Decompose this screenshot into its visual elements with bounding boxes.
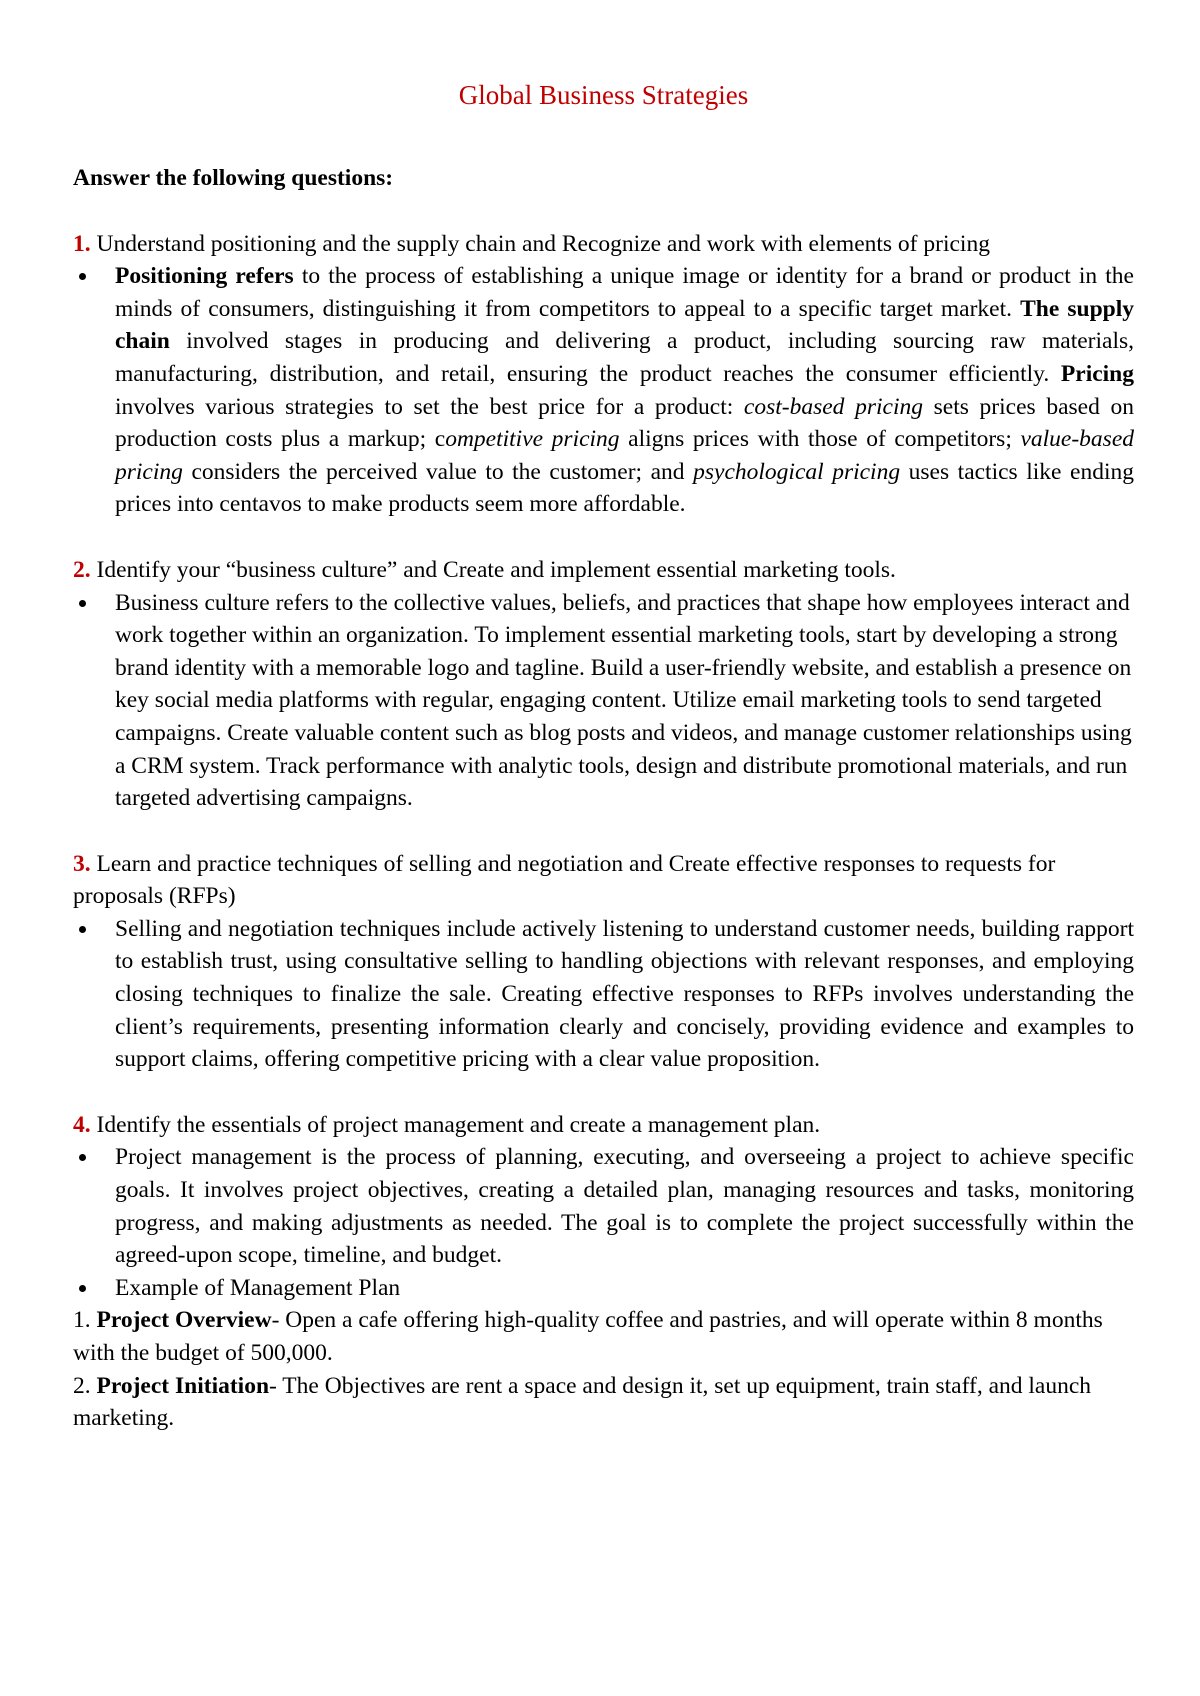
answer-bullet-3: Selling and negotiation techniques include actively listening to understand customer needs, building rapport to establish trust, using consultative selling to handling objections with relevant responses, and employing closing techniques to finalize the sale. Creating effective responses to RFPs involves understanding the client’s requirements, presenting information clearly and concisely, providing evidence and examples to support claims, offering competitive pricing with a clear value proposition. <box>73 913 1134 1076</box>
answer-list-3 <box>73 913 1134 1076</box>
term-value-based-pricing: value-based pricing <box>115 426 1135 485</box>
answer-list-2 <box>73 587 1134 815</box>
instructions: Answer the following questions: <box>73 165 394 191</box>
question-number: 4. <box>73 1111 91 1138</box>
question-section-1 <box>73 228 1134 521</box>
question-3 <box>73 848 1134 913</box>
answer-text: involved stages in producing and delivering a product, including sourcing raw materials, manufacturing, distribution, and retail, ensuring the product reaches the consumer efficiently. <box>115 328 1134 387</box>
answer-text: uses tactics like ending prices into centavos to make products seem more affordable. <box>115 458 1134 518</box>
term-supply-chain: The supply chain <box>115 295 1134 355</box>
question-number: 1. <box>73 230 91 257</box>
question-text: Understand positioning and the supply chain and Recognize and work with elements of pricing <box>96 230 990 257</box>
plan-item-text: - The Objectives are rent a space and design it, set up equipment, train staff, and launch marketing. <box>73 1372 1092 1432</box>
answer-bullet-1 <box>73 260 1134 521</box>
answer-text: to the process of establishing a unique image or identity for a brand or product in the minds of consumers, distinguishing it from competitors to appeal to a specific target market. <box>115 263 1134 322</box>
question-section-2 <box>73 554 1134 815</box>
term-pricing: Pricing <box>1060 360 1134 387</box>
question-1 <box>73 228 1134 261</box>
answer-text: involves various strategies to set the best price for a product: <box>115 393 744 420</box>
question-number: 3. <box>73 850 91 877</box>
document-title: Global Business Strategies <box>458 80 749 110</box>
question-number: 2. <box>73 556 91 583</box>
plan-item-2 <box>73 1370 1134 1435</box>
answer-bullet-4b: Example of Management Plan <box>73 1272 1134 1305</box>
answer-text: sets prices based on production costs plus a markup; c <box>115 393 1135 453</box>
plan-item-text: - Open a cafe offering high-quality coffee and pastries, and will operate within 8 months with the budget of 500,000. <box>73 1307 1103 1366</box>
term-cost-based-pricing: cost-based pricing <box>743 393 923 420</box>
answer-bullet-4a: Project management is the process of planning, executing, and overseeing a project to achieve specific goals. It involves project objectives, creating a detailed plan, managing resources and tasks, monitoring progress, and making adjustments as needed. The goal is to complete the project successfully within the agreed-upon scope, timeline, and budget. <box>73 1141 1134 1271</box>
answer-bullet-2: Business culture refers to the collective values, beliefs, and practices that shape how employees interact and work together within an organization. To implement essential marketing tools, start by developing a strong brand identity with a memorable logo and tagline. Build a user-friendly website, and establish a presence on key social media platforms with regular, engaging content. Utilize email marketing tools to send targeted campaigns. Create valuable content such as blog posts and videos, and manage customer relationships using a CRM system. Track performance with analytic tools, design and distribute promotional materials, and run targeted advertising campaigns. <box>73 587 1134 815</box>
plan-item-number: 1. <box>73 1307 97 1334</box>
term-psychological-pricing: psychological pricing <box>693 458 901 485</box>
term-competitive-pricing: ompetitive pricing <box>445 426 620 453</box>
answer-text: considers the perceived value to the customer; and <box>182 458 694 485</box>
plan-item-label: Project Initiation <box>96 1372 270 1399</box>
question-text: Identify your “business culture” and Create and implement essential marketing tools. <box>96 556 896 583</box>
question-4 <box>73 1109 1134 1142</box>
answer-list-4 <box>73 1141 1134 1304</box>
plan-item-number: 2. <box>73 1372 97 1399</box>
question-2 <box>73 554 1134 587</box>
answer-text: aligns prices with those of competitors; <box>619 426 1021 453</box>
question-section-4 <box>73 1109 1134 1435</box>
plan-item-1 <box>73 1304 1134 1369</box>
question-section-3 <box>73 848 1134 1076</box>
question-text: Learn and practice techniques of selling and negotiation and Create effective responses to requests for proposals (RFPs) <box>73 850 1056 910</box>
plan-item-label: Project Overview <box>96 1307 272 1334</box>
answer-list-1 <box>73 260 1134 521</box>
question-text: Identify the essentials of project management and create a management plan. <box>96 1111 821 1138</box>
term-positioning: Positioning refers <box>115 263 294 290</box>
